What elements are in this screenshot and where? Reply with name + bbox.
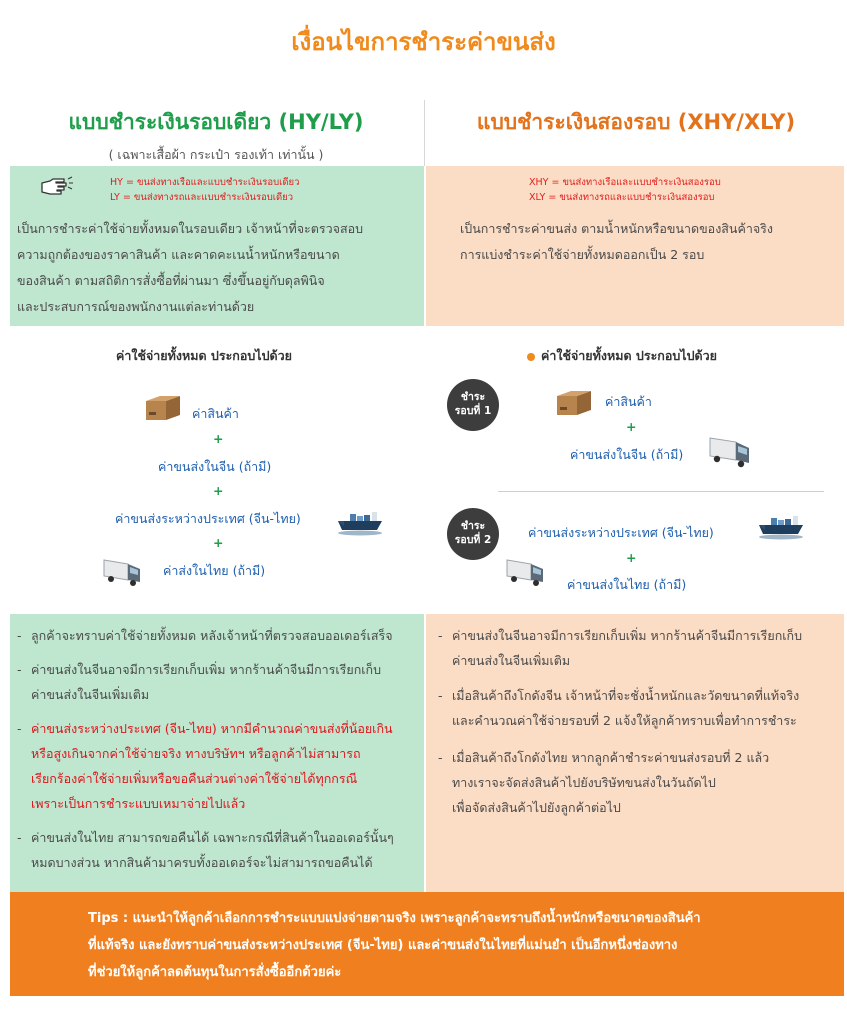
one-time-note-1 xyxy=(17,623,422,648)
description-line: ความถูกต้องของราคาสินค้า และคาดคะเนน้ำหนักหรือขนาด xyxy=(17,247,340,262)
one-time-payment-heading: แบบชำระเงินรอบเดียว (HY/LY) xyxy=(68,110,364,134)
one-time-note-4 xyxy=(17,825,422,875)
description-line: เป็นการชำระค่าขนส่ง ตามน้ำหนักหรือขนาดของสินค้าจริง xyxy=(460,221,773,236)
plus-sign: + xyxy=(213,535,224,550)
note-line: ค่าขนส่งระหว่างประเทศ (จีน-ไทย) หากมีคำนวณค่าขนส่งที่น้อยเกิน xyxy=(31,721,393,736)
dash-bullet: - xyxy=(438,750,443,765)
dash-bullet: - xyxy=(438,688,443,703)
dash-bullet: - xyxy=(438,628,443,643)
description-line: ของสินค้า ตามสถิติการสั่งซื้อที่ผ่านมา ซึ่งขึ้นอยู่กับดุลพินิจ xyxy=(17,273,325,288)
description-line: การแบ่งชำระค่าใช้จ่ายทั้งหมดออกเป็น 2 รอบ xyxy=(460,247,705,262)
round-1-badge xyxy=(447,379,499,431)
note-line: ค่าขนส่งในจีนเพิ่มเติม xyxy=(31,687,150,702)
note-line: ค่าขนส่งในจีนอาจมีการเรียกเก็บเพิ่ม หากร้านค้าจีนมีการเรียกเก็บ xyxy=(31,662,382,677)
note-line: เพื่อจัดส่งสินค้าไปยังลูกค้าต่อไป xyxy=(452,800,621,815)
item-thailand-shipping: ค่าส่งในไทย (ถ้ามี) xyxy=(163,563,266,578)
note-line: ค่าขนส่งในจีนอาจมีการเรียกเก็บเพิ่ม หากร้านค้าจีนมีการเรียกเก็บ xyxy=(452,628,803,643)
two-round-legend xyxy=(529,175,721,205)
tips-line: ที่ช่วยให้ลูกค้าลดต้นทุนในการสั่งซื้ออีกด้วยค่ะ xyxy=(88,965,342,980)
dash-bullet: - xyxy=(17,628,22,643)
note-line: เมื่อสินค้าถึงโกดังจีน เจ้าหน้าที่จะชั่งน้ำหนักและวัดขนาดที่แท้จริง xyxy=(452,688,800,703)
note-line: และคำนวณค่าใช้จ่ายรอบที่ 2 แจ้งให้ลูกค้าทราบเพื่อทำการชำระ xyxy=(452,713,797,728)
two-round-note-1 xyxy=(438,623,840,673)
two-round-note-2 xyxy=(438,683,840,733)
cargo-ship-icon xyxy=(336,508,384,538)
note-line: ค่าขนส่งในไทย สามารถขอคืนได้ เฉพาะกรณีที่สินค้าในออเดอร์นั้นๆ xyxy=(31,830,394,845)
two-round-description xyxy=(460,216,840,268)
truck-icon xyxy=(102,556,144,588)
one-time-legend xyxy=(110,175,299,205)
round-separator xyxy=(498,491,824,492)
pointing-hand-icon xyxy=(40,175,74,197)
item-product-cost: ค่าสินค้า xyxy=(192,406,239,421)
legend-xly: XLY = ขนส่งทางรถและแบบชำระเงินสองรอบ xyxy=(529,192,715,203)
cargo-ship-icon xyxy=(756,512,806,542)
one-time-note-2 xyxy=(17,657,422,707)
item-international-shipping: ค่าขนส่งระหว่างประเทศ (จีน-ไทย) xyxy=(528,525,714,540)
round-1-number: รอบที่ 1 xyxy=(454,405,492,417)
box-icon xyxy=(143,392,183,422)
plus-sign: + xyxy=(213,483,224,498)
one-time-note-3-warning xyxy=(17,716,422,816)
note-line: ลูกค้าจะทราบค่าใช้จ่ายทั้งหมด หลังเจ้าหน้าที่ตรวจสอบออเดอร์เสร็จ xyxy=(31,628,393,643)
cost-title-text: ค่าใช้จ่ายทั้งหมด ประกอบไปด้วย xyxy=(541,348,717,363)
two-round-cost-title xyxy=(527,346,717,366)
note-line: หรือสูงเกินจากค่าใช้จ่ายจริง ทางบริษัทฯ หรือลูกค้าไม่สามารถ xyxy=(31,746,361,761)
bullet-dot xyxy=(527,353,535,361)
plus-sign: + xyxy=(626,419,637,434)
box-icon xyxy=(554,387,594,417)
description-line: และประสบการณ์ของพนักงานแต่ละท่านด้วย xyxy=(17,299,255,314)
tips-line: Tips : แนะนำให้ลูกค้าเลือกการชำระแบบแบ่งจ่ายตามจริง เพราะลูกค้าจะทราบถึงน้ำหนักหรือขนาดของสินค้า xyxy=(88,911,701,926)
dash-bullet: - xyxy=(17,662,22,677)
dash-bullet: - xyxy=(17,830,22,845)
two-round-note-3 xyxy=(438,745,840,820)
tips-line: ที่แท้จริง และยังทราบค่าขนส่งระหว่างประเทศ (จีน-ไทย) และค่าขนส่งในไทยที่แม่นยำ เป็นอีกหนึ่งช่องทาง xyxy=(88,938,678,953)
legend-hy: HY = ขนส่งทางเรือและแบบชำระเงินรอบเดียว xyxy=(110,177,300,188)
note-line: ค่าขนส่งในจีนเพิ่มเติม xyxy=(452,653,571,668)
description-line: เป็นการชำระค่าใช้จ่ายทั้งหมดในรอบเดียว เจ้าหน้าที่จะตรวจสอบ xyxy=(17,221,364,236)
tips-banner xyxy=(10,892,844,996)
one-time-payment-subheading: ( เฉพาะเสื้อผ้า กระเป๋า รองเท้า เท่านั้น ) xyxy=(108,147,324,162)
item-china-shipping: ค่าขนส่งในจีน (ถ้ามี) xyxy=(570,447,684,462)
note-line: เรียกร้องค่าใช้จ่ายเพิ่มหรือขอคืนส่วนต่างค่าใช้จ่ายได้ทุกกรณี xyxy=(31,771,358,786)
round-2-number: รอบที่ 2 xyxy=(454,534,492,546)
truck-icon xyxy=(505,556,547,588)
truck-icon xyxy=(708,434,752,470)
one-time-payment-header xyxy=(10,106,422,165)
tips-text xyxy=(88,905,828,986)
note-line: เพราะเป็นการชำระแบบเหมาจ่ายไปแล้ว xyxy=(31,796,246,811)
two-round-payment-header xyxy=(426,106,846,139)
item-international-shipping: ค่าขนส่งระหว่างประเทศ (จีน-ไทย) xyxy=(115,511,301,526)
page-title: เงื่อนไขการชำระค่าขนส่ง xyxy=(291,28,556,56)
round-1-label: ชำระ xyxy=(460,391,486,403)
round-2-label: ชำระ xyxy=(460,520,486,532)
item-thailand-shipping: ค่าขนส่งในไทย (ถ้ามี) xyxy=(567,577,687,592)
plus-sign: + xyxy=(626,550,637,565)
one-time-cost-title: ค่าใช้จ่ายทั้งหมด ประกอบไปด้วย xyxy=(116,348,292,363)
one-time-description xyxy=(17,216,417,320)
column-divider xyxy=(424,100,425,166)
item-product-cost: ค่าสินค้า xyxy=(605,394,652,409)
round-2-badge xyxy=(447,508,499,560)
legend-xhy: XHY = ขนส่งทางเรือและแบบชำระเงินสองรอบ xyxy=(529,177,721,188)
note-line: หมดบางส่วน หากสินค้ามาครบทั้งออเดอร์จะไม่สามารถขอคืนได้ xyxy=(31,855,373,870)
note-line: เมื่อสินค้าถึงโกดังไทย หากลูกค้าชำระค่าขนส่งรอบที่ 2 แล้ว xyxy=(452,750,770,765)
two-round-payment-heading: แบบชำระเงินสองรอบ (XHY/XLY) xyxy=(476,110,796,134)
dash-bullet: - xyxy=(17,721,22,736)
plus-sign: + xyxy=(213,431,224,446)
note-line: ทางเราจะจัดส่งสินค้าไปยังบริษัทขนส่งในวันถัดไป xyxy=(452,775,716,790)
item-china-shipping: ค่าขนส่งในจีน (ถ้ามี) xyxy=(158,459,272,474)
legend-ly: LY = ขนส่งทางรถและแบบชำระเงินรอบเดียว xyxy=(110,192,294,203)
